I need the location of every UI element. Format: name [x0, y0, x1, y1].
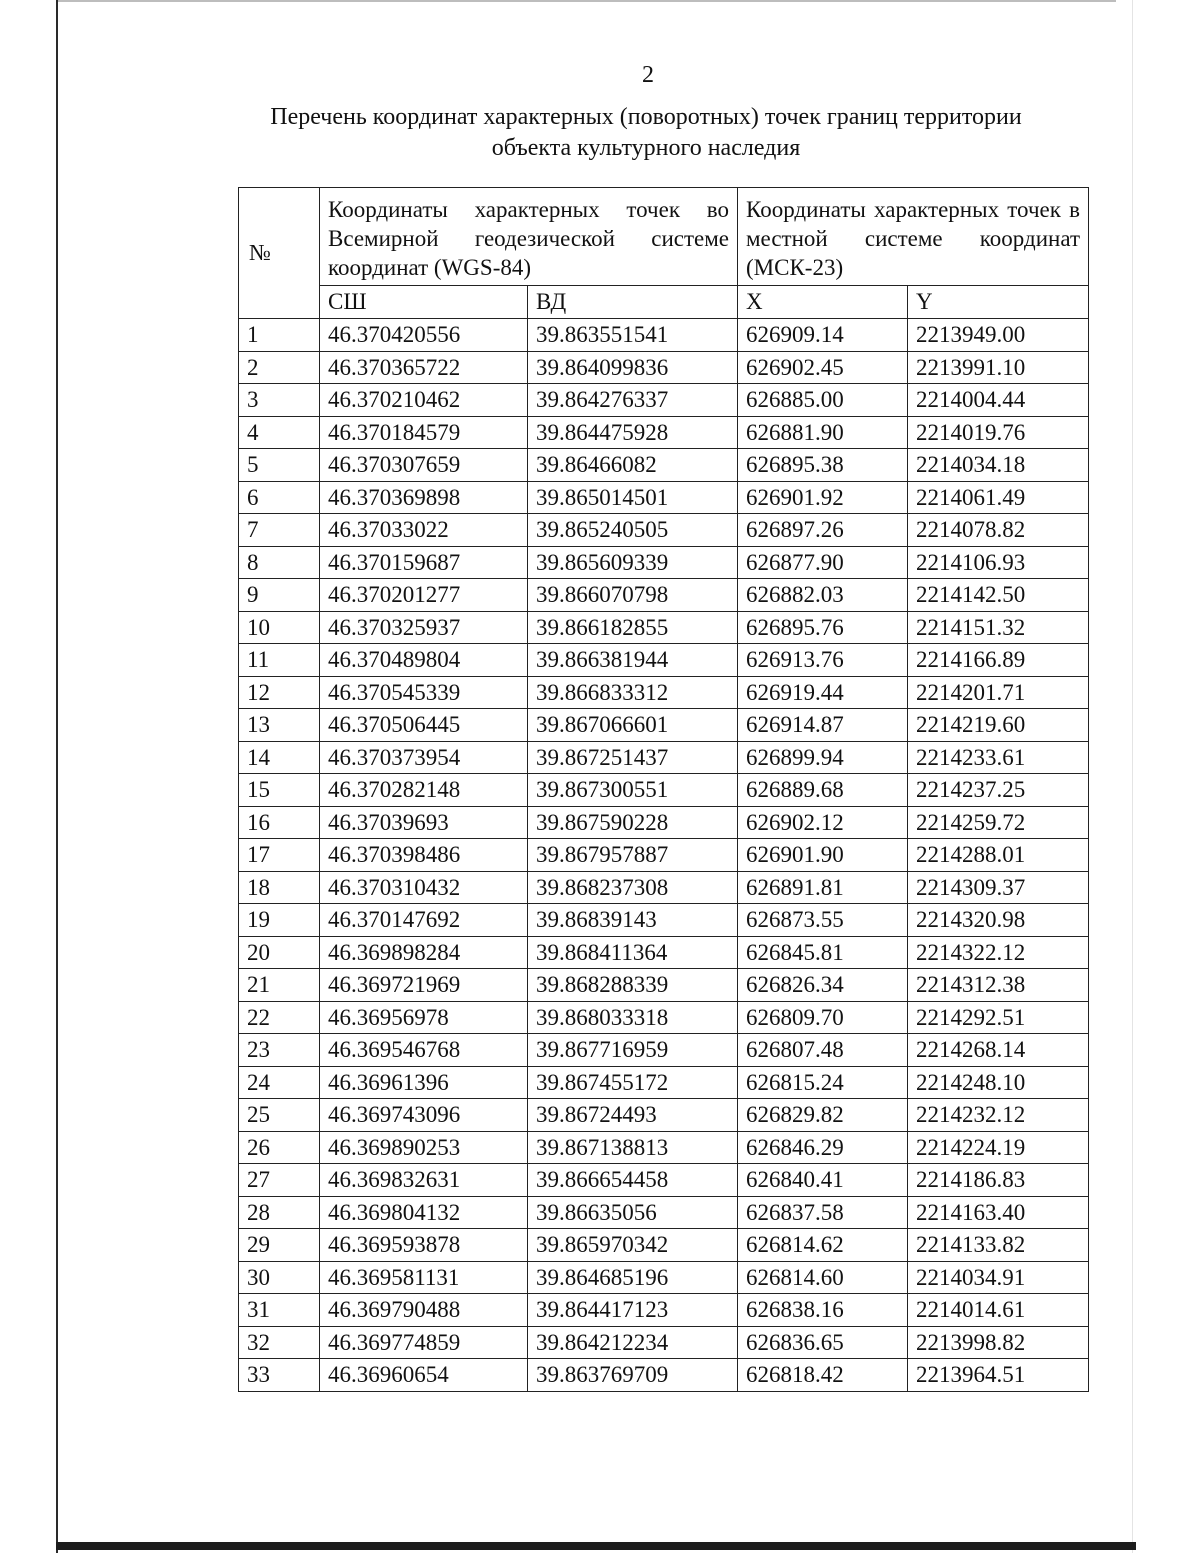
table-row — [239, 351, 1089, 384]
latitude-cell: 46.369581131 — [320, 1261, 528, 1294]
point-number-cell: 21 — [239, 969, 320, 1002]
y-coordinate-cell: 2214163.40 — [908, 1196, 1089, 1229]
latitude-cell: 46.36960654 — [320, 1359, 528, 1392]
latitude-cell: 46.370310432 — [320, 871, 528, 904]
y-coordinate-cell: 2214019.76 — [908, 416, 1089, 449]
longitude-cell: 39.865240505 — [528, 514, 738, 547]
document-title — [200, 102, 1092, 164]
y-coordinate-cell: 2214151.32 — [908, 611, 1089, 644]
point-number-cell: 22 — [239, 1001, 320, 1034]
latitude-cell: 46.369790488 — [320, 1294, 528, 1327]
point-number-cell: 3 — [239, 384, 320, 417]
y-coordinate-cell: 2214014.61 — [908, 1294, 1089, 1327]
coordinates-table-body — [239, 319, 1089, 1392]
y-coordinate-cell: 2213991.10 — [908, 351, 1089, 384]
point-number-cell: 27 — [239, 1164, 320, 1197]
latitude-cell: 46.369721969 — [320, 969, 528, 1002]
coordinates-table — [238, 187, 1089, 1392]
longitude-cell: 39.86466082 — [528, 449, 738, 482]
x-coordinate-cell: 626891.81 — [738, 871, 908, 904]
longitude-cell: 39.864417123 — [528, 1294, 738, 1327]
table-row — [239, 1131, 1089, 1164]
table-row — [239, 579, 1089, 612]
y-coordinate-cell: 2214034.18 — [908, 449, 1089, 482]
latitude-cell: 46.370373954 — [320, 741, 528, 774]
table-row — [239, 319, 1089, 352]
y-coordinate-cell: 2213949.00 — [908, 319, 1089, 352]
x-coordinate-cell: 626901.92 — [738, 481, 908, 514]
longitude-cell: 39.868411364 — [528, 936, 738, 969]
y-coordinate-cell: 2214322.12 — [908, 936, 1089, 969]
table-row — [239, 514, 1089, 547]
longitude-cell: 39.867066601 — [528, 709, 738, 742]
point-number-cell: 11 — [239, 644, 320, 677]
x-coordinate-cell: 626846.29 — [738, 1131, 908, 1164]
latitude-cell: 46.369546768 — [320, 1034, 528, 1067]
latitude-cell: 46.370210462 — [320, 384, 528, 417]
point-number-cell: 1 — [239, 319, 320, 352]
header-msk23-group: Координаты характерных точек в местной системе координат (МСК-23) — [738, 188, 1089, 286]
point-number-cell: 2 — [239, 351, 320, 384]
x-coordinate-cell: 626873.55 — [738, 904, 908, 937]
x-coordinate-cell: 626815.24 — [738, 1066, 908, 1099]
point-number-cell: 29 — [239, 1229, 320, 1262]
latitude-cell: 46.370201277 — [320, 579, 528, 612]
table-row — [239, 806, 1089, 839]
header-wgs84-group: Координаты характерных точек во Всемирной геодезической системе координат (WGS-84) — [320, 188, 738, 286]
y-coordinate-cell: 2214219.60 — [908, 709, 1089, 742]
x-coordinate-cell: 626902.45 — [738, 351, 908, 384]
longitude-cell: 39.865014501 — [528, 481, 738, 514]
latitude-cell: 46.370398486 — [320, 839, 528, 872]
y-coordinate-cell: 2214166.89 — [908, 644, 1089, 677]
x-coordinate-cell: 626809.70 — [738, 1001, 908, 1034]
latitude-cell: 46.369743096 — [320, 1099, 528, 1132]
scan-edge-bottom — [56, 1542, 1136, 1550]
latitude-cell: 46.369898284 — [320, 936, 528, 969]
y-coordinate-cell: 2214268.14 — [908, 1034, 1089, 1067]
latitude-cell: 46.36961396 — [320, 1066, 528, 1099]
scan-edge-top — [56, 0, 1116, 2]
x-coordinate-cell: 626837.58 — [738, 1196, 908, 1229]
latitude-cell: 46.36956978 — [320, 1001, 528, 1034]
longitude-cell: 39.867455172 — [528, 1066, 738, 1099]
longitude-cell: 39.867590228 — [528, 806, 738, 839]
longitude-cell: 39.866833312 — [528, 676, 738, 709]
latitude-cell: 46.369774859 — [320, 1326, 528, 1359]
document-title-line-2: объекта культурного наследия — [491, 135, 801, 161]
header-latitude: СШ — [320, 286, 528, 319]
table-row — [239, 676, 1089, 709]
y-coordinate-cell: 2214312.38 — [908, 969, 1089, 1002]
x-coordinate-cell: 626902.12 — [738, 806, 908, 839]
x-coordinate-cell: 626889.68 — [738, 774, 908, 807]
point-number-cell: 19 — [239, 904, 320, 937]
table-row — [239, 969, 1089, 1002]
longitude-cell: 39.867957887 — [528, 839, 738, 872]
table-row — [239, 384, 1089, 417]
longitude-cell: 39.865970342 — [528, 1229, 738, 1262]
point-number-cell: 12 — [239, 676, 320, 709]
x-coordinate-cell: 626897.26 — [738, 514, 908, 547]
table-row — [239, 1001, 1089, 1034]
x-coordinate-cell: 626919.44 — [738, 676, 908, 709]
latitude-cell: 46.370159687 — [320, 546, 528, 579]
y-coordinate-cell: 2214232.12 — [908, 1099, 1089, 1132]
table-row — [239, 1196, 1089, 1229]
longitude-cell: 39.86839143 — [528, 904, 738, 937]
header-longitude: ВД — [528, 286, 738, 319]
point-number-cell: 10 — [239, 611, 320, 644]
point-number-cell: 25 — [239, 1099, 320, 1132]
y-coordinate-cell: 2214078.82 — [908, 514, 1089, 547]
latitude-cell: 46.370489804 — [320, 644, 528, 677]
y-coordinate-cell: 2214248.10 — [908, 1066, 1089, 1099]
y-coordinate-cell: 2214233.61 — [908, 741, 1089, 774]
point-number-cell: 33 — [239, 1359, 320, 1392]
latitude-cell: 46.370282148 — [320, 774, 528, 807]
x-coordinate-cell: 626836.65 — [738, 1326, 908, 1359]
y-coordinate-cell: 2213964.51 — [908, 1359, 1089, 1392]
x-coordinate-cell: 626877.90 — [738, 546, 908, 579]
point-number-cell: 6 — [239, 481, 320, 514]
longitude-cell: 39.866070798 — [528, 579, 738, 612]
longitude-cell: 39.864276337 — [528, 384, 738, 417]
y-coordinate-cell: 2214309.37 — [908, 871, 1089, 904]
y-coordinate-cell: 2214061.49 — [908, 481, 1089, 514]
x-coordinate-cell: 626882.03 — [738, 579, 908, 612]
x-coordinate-cell: 626829.82 — [738, 1099, 908, 1132]
longitude-cell: 39.867300551 — [528, 774, 738, 807]
latitude-cell: 46.369593878 — [320, 1229, 528, 1262]
table-row — [239, 611, 1089, 644]
table-row — [239, 1034, 1089, 1067]
point-number-cell: 26 — [239, 1131, 320, 1164]
latitude-cell: 46.370420556 — [320, 319, 528, 352]
x-coordinate-cell: 626845.81 — [738, 936, 908, 969]
table-row — [239, 1066, 1089, 1099]
point-number-cell: 17 — [239, 839, 320, 872]
y-coordinate-cell: 2213998.82 — [908, 1326, 1089, 1359]
table-row — [239, 1261, 1089, 1294]
x-coordinate-cell: 626885.00 — [738, 384, 908, 417]
x-coordinate-cell: 626895.76 — [738, 611, 908, 644]
latitude-cell: 46.369804132 — [320, 1196, 528, 1229]
latitude-cell: 46.370369898 — [320, 481, 528, 514]
longitude-cell: 39.867716959 — [528, 1034, 738, 1067]
header-x: X — [738, 286, 908, 319]
y-coordinate-cell: 2214004.44 — [908, 384, 1089, 417]
x-coordinate-cell: 626909.14 — [738, 319, 908, 352]
header-y: Y — [908, 286, 1089, 319]
longitude-cell: 39.865609339 — [528, 546, 738, 579]
table-row — [239, 1326, 1089, 1359]
table-row — [239, 709, 1089, 742]
table-row — [239, 936, 1089, 969]
x-coordinate-cell: 626838.16 — [738, 1294, 908, 1327]
latitude-cell: 46.369832631 — [320, 1164, 528, 1197]
longitude-cell: 39.864212234 — [528, 1326, 738, 1359]
latitude-cell: 46.370545339 — [320, 676, 528, 709]
scan-edge-right — [1132, 0, 1133, 1553]
table-row — [239, 904, 1089, 937]
y-coordinate-cell: 2214292.51 — [908, 1001, 1089, 1034]
table-row — [239, 871, 1089, 904]
latitude-cell: 46.370184579 — [320, 416, 528, 449]
table-row — [239, 481, 1089, 514]
point-number-cell: 5 — [239, 449, 320, 482]
header-number: № — [239, 188, 320, 319]
point-number-cell: 20 — [239, 936, 320, 969]
page-number: 2 — [642, 62, 654, 88]
point-number-cell: 28 — [239, 1196, 320, 1229]
point-number-cell: 30 — [239, 1261, 320, 1294]
table-row — [239, 1229, 1089, 1262]
x-coordinate-cell: 626807.48 — [738, 1034, 908, 1067]
point-number-cell: 32 — [239, 1326, 320, 1359]
y-coordinate-cell: 2214288.01 — [908, 839, 1089, 872]
y-coordinate-cell: 2214142.50 — [908, 579, 1089, 612]
x-coordinate-cell: 626814.62 — [738, 1229, 908, 1262]
point-number-cell: 31 — [239, 1294, 320, 1327]
point-number-cell: 13 — [239, 709, 320, 742]
latitude-cell: 46.370147692 — [320, 904, 528, 937]
y-coordinate-cell: 2214106.93 — [908, 546, 1089, 579]
longitude-cell: 39.864475928 — [528, 416, 738, 449]
point-number-cell: 15 — [239, 774, 320, 807]
longitude-cell: 39.864685196 — [528, 1261, 738, 1294]
x-coordinate-cell: 626913.76 — [738, 644, 908, 677]
longitude-cell: 39.866654458 — [528, 1164, 738, 1197]
document-title-line-1: Перечень координат характерных (поворотных) точек границ территории — [270, 104, 1022, 130]
table-row — [239, 1359, 1089, 1392]
y-coordinate-cell: 2214133.82 — [908, 1229, 1089, 1262]
latitude-cell: 46.37039693 — [320, 806, 528, 839]
latitude-cell: 46.37033022 — [320, 514, 528, 547]
point-number-cell: 14 — [239, 741, 320, 774]
table-row — [239, 1099, 1089, 1132]
longitude-cell: 39.86724493 — [528, 1099, 738, 1132]
y-coordinate-cell: 2214320.98 — [908, 904, 1089, 937]
y-coordinate-cell: 2214259.72 — [908, 806, 1089, 839]
longitude-cell: 39.863769709 — [528, 1359, 738, 1392]
longitude-cell: 39.868033318 — [528, 1001, 738, 1034]
x-coordinate-cell: 626840.41 — [738, 1164, 908, 1197]
table-row — [239, 546, 1089, 579]
y-coordinate-cell: 2214186.83 — [908, 1164, 1089, 1197]
point-number-cell: 9 — [239, 579, 320, 612]
longitude-cell: 39.867138813 — [528, 1131, 738, 1164]
x-coordinate-cell: 626814.60 — [738, 1261, 908, 1294]
y-coordinate-cell: 2214237.25 — [908, 774, 1089, 807]
point-number-cell: 23 — [239, 1034, 320, 1067]
scan-edge-left — [56, 0, 58, 1553]
latitude-cell: 46.370307659 — [320, 449, 528, 482]
x-coordinate-cell: 626881.90 — [738, 416, 908, 449]
point-number-cell: 18 — [239, 871, 320, 904]
point-number-cell: 16 — [239, 806, 320, 839]
longitude-cell: 39.86635056 — [528, 1196, 738, 1229]
longitude-cell: 39.866182855 — [528, 611, 738, 644]
latitude-cell: 46.370365722 — [320, 351, 528, 384]
latitude-cell: 46.370506445 — [320, 709, 528, 742]
table-row — [239, 741, 1089, 774]
x-coordinate-cell: 626826.34 — [738, 969, 908, 1002]
longitude-cell: 39.866381944 — [528, 644, 738, 677]
point-number-cell: 8 — [239, 546, 320, 579]
point-number-cell: 24 — [239, 1066, 320, 1099]
table-row — [239, 449, 1089, 482]
y-coordinate-cell: 2214224.19 — [908, 1131, 1089, 1164]
y-coordinate-cell: 2214034.91 — [908, 1261, 1089, 1294]
latitude-cell: 46.370325937 — [320, 611, 528, 644]
x-coordinate-cell: 626818.42 — [738, 1359, 908, 1392]
latitude-cell: 46.369890253 — [320, 1131, 528, 1164]
table-row — [239, 1164, 1089, 1197]
x-coordinate-cell: 626901.90 — [738, 839, 908, 872]
longitude-cell: 39.868237308 — [528, 871, 738, 904]
x-coordinate-cell: 626899.94 — [738, 741, 908, 774]
x-coordinate-cell: 626914.87 — [738, 709, 908, 742]
longitude-cell: 39.864099836 — [528, 351, 738, 384]
point-number-cell: 4 — [239, 416, 320, 449]
longitude-cell: 39.868288339 — [528, 969, 738, 1002]
table-row — [239, 1294, 1089, 1327]
longitude-cell: 39.863551541 — [528, 319, 738, 352]
table-row — [239, 416, 1089, 449]
x-coordinate-cell: 626895.38 — [738, 449, 908, 482]
table-row — [239, 774, 1089, 807]
y-coordinate-cell: 2214201.71 — [908, 676, 1089, 709]
longitude-cell: 39.867251437 — [528, 741, 738, 774]
point-number-cell: 7 — [239, 514, 320, 547]
table-row — [239, 644, 1089, 677]
table-row — [239, 839, 1089, 872]
